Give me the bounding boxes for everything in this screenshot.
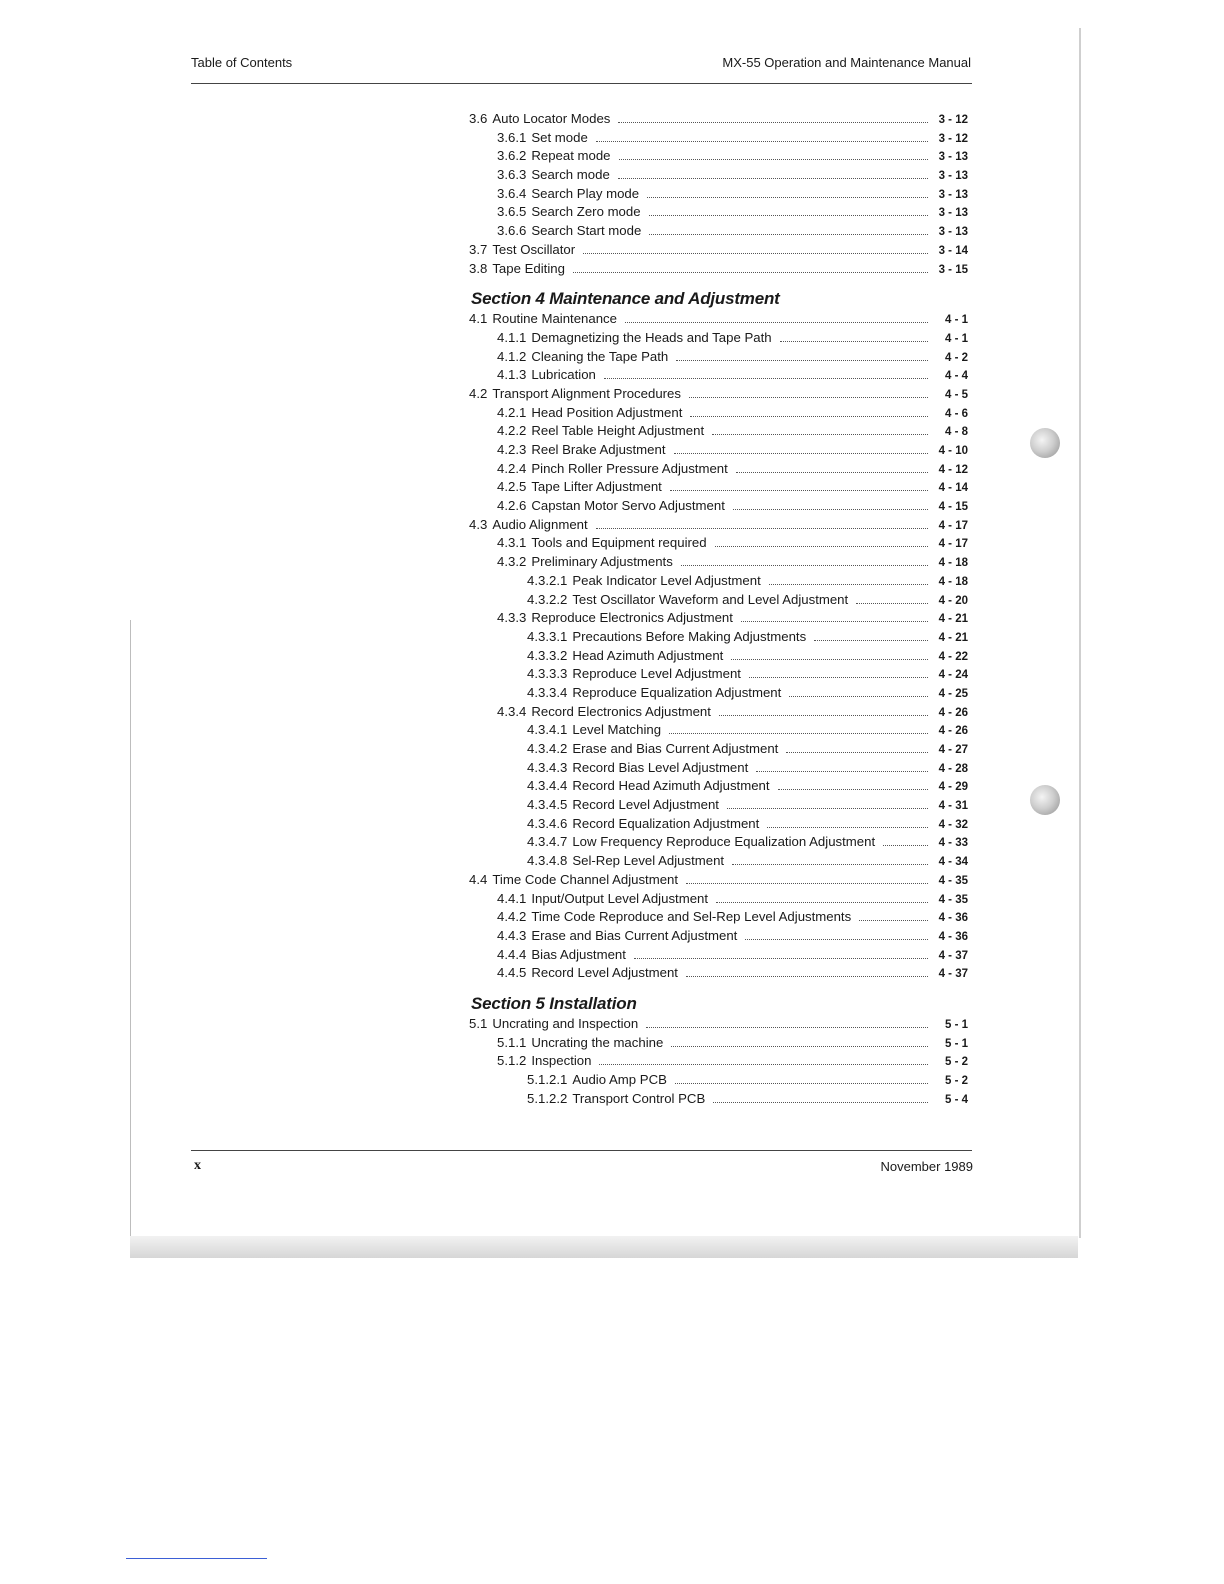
- dot-leader: [583, 252, 928, 254]
- toc-entry-number: 3.6.3: [497, 167, 527, 183]
- toc-entry: [469, 648, 968, 667]
- dot-leader: [883, 844, 928, 846]
- dot-leader: [686, 882, 928, 884]
- toc-entry-title: Search Play mode: [531, 185, 640, 201]
- toc-entry-page: 4 - 35: [938, 874, 968, 887]
- toc-entry: [469, 704, 968, 723]
- toc-entry: [469, 685, 968, 704]
- header-left: Table of Contents: [191, 55, 293, 70]
- dot-leader: [712, 433, 928, 435]
- toc-entry-page: 3 - 12: [938, 132, 968, 145]
- toc-entry-number: 4.3.3.1: [527, 628, 568, 644]
- toc-entry-title: Reel Brake Adjustment: [531, 442, 666, 457]
- toc-entry-number: 4.4.4: [497, 946, 527, 962]
- toc-entry: [469, 479, 968, 498]
- toc-entry-number: 5.1.2: [497, 1053, 527, 1069]
- dot-leader: [731, 658, 928, 660]
- toc-entry: [469, 204, 968, 223]
- toc-entry-page: 4 - 8: [944, 426, 968, 439]
- toc-entry: [469, 1072, 968, 1091]
- toc-entry-title: Input/Output Level Adjustment: [531, 890, 709, 906]
- toc-entry: [469, 111, 968, 130]
- toc-entry-title: Precautions Before Making Adjustments: [572, 628, 807, 644]
- toc-entry-number: 3.6: [469, 111, 488, 126]
- toc-entry-title: Bias Adjustment: [531, 946, 626, 962]
- dot-leader: [778, 788, 928, 790]
- toc-entry-page: 4 - 26: [938, 725, 968, 738]
- toc-entry-title: Erase and Bias Current Adjustment: [531, 927, 738, 943]
- toc-entry-title: Inspection: [531, 1053, 592, 1069]
- toc-group-section-3: [469, 111, 968, 279]
- scan-edge: [130, 620, 131, 1240]
- toc-entry-number: 5.1.2.2: [527, 1090, 568, 1106]
- toc-entry-title: Uncrating the machine: [531, 1034, 664, 1050]
- toc-entry-title: Head Azimuth Adjustment: [572, 647, 724, 663]
- header-rule: [191, 83, 972, 84]
- toc-entry: [469, 834, 968, 853]
- dot-leader: [676, 359, 928, 361]
- toc-entry-page: 4 - 27: [938, 744, 968, 756]
- toc-entry-number: 4.2.3: [497, 442, 527, 457]
- dot-leader: [745, 938, 928, 940]
- toc-entry: [469, 242, 968, 261]
- toc-entry-number: 4.3.2: [497, 554, 527, 570]
- page-number: x: [194, 1158, 201, 1173]
- toc-entry-page: 4 - 33: [938, 837, 968, 850]
- toc-entry: [469, 167, 968, 186]
- toc-entry-page: 4 - 4: [944, 370, 968, 383]
- toc-entry-number: 3.6.4: [497, 185, 527, 201]
- dot-leader: [732, 863, 928, 865]
- toc-entry: [469, 947, 968, 966]
- dot-leader: [780, 340, 928, 342]
- toc-entry: [469, 423, 968, 442]
- toc-entry: [469, 909, 968, 928]
- dot-leader: [670, 489, 928, 491]
- toc-entry-number: 3.6.5: [497, 204, 527, 220]
- toc-entry-number: 4.3.4.2: [527, 741, 568, 756]
- toc-entry-title: Low Frequency Reproduce Equalization Adjustment: [572, 834, 876, 850]
- toc-entry-number: 5.1.2.1: [527, 1072, 568, 1087]
- toc-entry-title: Uncrating and Inspection: [492, 1015, 639, 1031]
- toc-entry-page: 4 - 21: [938, 613, 968, 626]
- toc-entry-number: 4.3: [469, 516, 488, 532]
- toc-entry-number: 4.3.4.3: [527, 759, 568, 775]
- punch-hole: [1030, 785, 1060, 815]
- dot-leader: [674, 452, 929, 454]
- toc-entry-number: 4.2.2: [497, 423, 527, 439]
- toc-entry-title: Record Level Adjustment: [572, 797, 719, 813]
- toc-entry-page: 4 - 6: [944, 407, 968, 420]
- dot-leader: [741, 620, 928, 622]
- toc-entry-title: Reel Table Height Adjustment: [531, 423, 705, 439]
- toc-entry: [469, 928, 968, 947]
- toc-entry-number: 4.2.6: [497, 498, 527, 514]
- dot-leader: [789, 695, 928, 697]
- toc-entry: [469, 797, 968, 816]
- toc-entry-title: Routine Maintenance: [492, 311, 617, 327]
- toc-entry: [469, 498, 968, 517]
- toc-entry-page: 4 - 18: [938, 575, 968, 588]
- toc-entry-page: 3 - 13: [938, 170, 968, 183]
- toc-entry: [469, 666, 968, 685]
- toc-entry-page: 4 - 1: [944, 332, 968, 345]
- dot-leader: [671, 1045, 928, 1047]
- toc-entry-page: 4 - 14: [938, 482, 968, 495]
- toc-entry-number: 5.1.1: [497, 1034, 527, 1050]
- toc-entry-page: 3 - 13: [938, 226, 968, 239]
- link-underline: [126, 1558, 267, 1559]
- toc-entry-page: 4 - 26: [938, 706, 968, 719]
- toc-entry-page: 4 - 29: [938, 781, 968, 794]
- toc-entry-page: 4 - 35: [938, 893, 968, 906]
- dot-leader: [756, 770, 928, 772]
- toc-entry: [469, 592, 968, 611]
- toc-entry-page: 3 - 13: [938, 151, 968, 164]
- dot-leader: [814, 639, 928, 641]
- toc-entry-page: 3 - 15: [938, 263, 968, 276]
- toc-entry-page: 3 - 13: [938, 207, 968, 220]
- toc-entry-page: 4 - 10: [938, 445, 968, 457]
- toc-entry-title: Audio Alignment: [492, 516, 588, 532]
- toc-entry-page: 4 - 24: [938, 669, 968, 682]
- toc-entry-title: Erase and Bias Current Adjustment: [572, 741, 779, 756]
- toc-entry-number: 5.1: [469, 1015, 488, 1031]
- toc-entry-title: Tape Lifter Adjustment: [531, 479, 662, 495]
- toc-entry: [469, 816, 968, 835]
- dot-leader: [749, 676, 928, 678]
- toc-entry-number: 4.3.1: [497, 535, 527, 551]
- toc-entry-page: 3 - 14: [938, 244, 968, 257]
- toc-entry-title: Record Equalization Adjustment: [572, 815, 760, 831]
- toc-entry-title: Search Start mode: [531, 223, 642, 239]
- toc-entry-number: 4.3.4.5: [527, 797, 568, 813]
- toc-entry-title: Demagnetizing the Heads and Tape Path: [531, 329, 772, 345]
- toc-entry-page: 4 - 32: [938, 818, 968, 831]
- section-4-title: Section 4 Maintenance and Adjustment: [471, 289, 780, 309]
- toc-entry-page: 4 - 28: [938, 762, 968, 775]
- toc-entry-page: 4 - 20: [938, 594, 968, 607]
- toc-entry-number: 4.1.2: [497, 348, 527, 364]
- toc-entry-title: Test Oscillator Waveform and Level Adjustment: [572, 591, 849, 607]
- toc-entry: [469, 1091, 968, 1110]
- toc-entry: [469, 1016, 968, 1035]
- toc-entry-number: 4.3.4.8: [527, 853, 568, 869]
- toc-entry-title: Preliminary Adjustments: [531, 554, 673, 570]
- dot-leader: [856, 602, 928, 604]
- toc-entry-page: 5 - 1: [944, 1037, 968, 1050]
- toc-entry-page: 4 - 12: [938, 463, 968, 476]
- toc-entry-number: 4.3.3.2: [527, 647, 568, 663]
- toc-entry: [469, 349, 968, 368]
- table-of-contents: [469, 111, 968, 1109]
- toc-entry-number: 3.6.2: [497, 148, 527, 164]
- toc-entry-number: 4.3.3: [497, 610, 527, 626]
- toc-entry-title: Cleaning the Tape Path: [531, 348, 669, 364]
- toc-entry-page: 4 - 17: [938, 538, 968, 551]
- toc-entry-title: Transport Control PCB: [572, 1090, 706, 1106]
- toc-entry-title: Time Code Channel Adjustment: [492, 871, 679, 887]
- dot-leader: [619, 158, 928, 160]
- dot-leader: [859, 919, 928, 921]
- toc-entry-page: 4 - 37: [938, 949, 968, 962]
- dot-leader: [646, 1026, 928, 1028]
- dot-leader: [634, 957, 928, 959]
- toc-entry-page: 5 - 2: [944, 1075, 968, 1087]
- dot-leader: [689, 396, 928, 398]
- toc-entry: [469, 261, 968, 280]
- toc-entry-title: Sel-Rep Level Adjustment: [572, 853, 725, 869]
- toc-entry: [469, 461, 968, 480]
- toc-entry: [469, 872, 968, 891]
- toc-entry: [469, 610, 968, 629]
- dot-leader: [599, 1063, 928, 1065]
- toc-entry-page: 4 - 1: [944, 314, 968, 327]
- dot-leader: [669, 732, 928, 734]
- toc-group-section-5: [469, 1016, 968, 1109]
- toc-entry-page: 4 - 36: [938, 912, 968, 925]
- toc-entry: [469, 517, 968, 536]
- toc-entry: [469, 148, 968, 167]
- toc-entry: [469, 330, 968, 349]
- toc-entry-title: Record Bias Level Adjustment: [572, 759, 749, 775]
- toc-entry: [469, 130, 968, 149]
- toc-entry-title: Record Head Azimuth Adjustment: [572, 778, 770, 794]
- toc-entry-title: Test Oscillator: [492, 241, 576, 257]
- toc-entry: [469, 741, 968, 760]
- footer-rule: [191, 1150, 972, 1151]
- toc-entry: [469, 442, 968, 461]
- dot-leader: [716, 901, 928, 903]
- toc-entry-page: 4 - 22: [938, 650, 968, 663]
- toc-entry-number: 4.2: [469, 385, 488, 401]
- toc-entry-page: 4 - 2: [944, 351, 968, 364]
- toc-group-section-4: [469, 311, 968, 984]
- toc-entry-number: 4.2.1: [497, 404, 527, 420]
- scan-shadow: [130, 1236, 1078, 1258]
- toc-entry-number: 3.6.6: [497, 223, 527, 239]
- punch-hole: [1030, 428, 1060, 458]
- toc-entry-title: Peak Indicator Level Adjustment: [572, 572, 761, 588]
- dot-leader: [649, 233, 928, 235]
- toc-entry-title: Level Matching: [572, 722, 662, 738]
- toc-entry-title: Reproduce Equalization Adjustment: [572, 684, 782, 700]
- toc-entry-page: 3 - 13: [938, 188, 968, 201]
- toc-entry-number: 4.3.3.4: [527, 684, 568, 700]
- toc-entry: [469, 722, 968, 741]
- toc-entry: [469, 1053, 968, 1072]
- toc-entry-page: 4 - 21: [938, 631, 968, 644]
- toc-entry-title: Reproduce Level Adjustment: [572, 666, 741, 682]
- toc-entry-number: 4.4.2: [497, 909, 527, 925]
- toc-entry-number: 4.1.1: [497, 329, 527, 345]
- toc-entry-number: 4.1: [469, 311, 488, 327]
- toc-entry-number: 3.8: [469, 260, 488, 276]
- toc-entry-title: Pinch Roller Pressure Adjustment: [531, 460, 728, 476]
- toc-entry-page: 3 - 12: [938, 114, 968, 126]
- toc-entry-number: 4.2.5: [497, 479, 527, 495]
- toc-entry-page: 4 - 36: [938, 930, 968, 943]
- toc-entry-title: Tape Editing: [492, 260, 565, 276]
- toc-entry: [469, 554, 968, 573]
- toc-entry: [469, 386, 968, 405]
- toc-entry-title: Transport Alignment Procedures: [492, 385, 681, 401]
- toc-entry: [469, 965, 968, 984]
- toc-entry-page: 4 - 15: [938, 501, 968, 514]
- toc-entry-title: Repeat mode: [531, 148, 611, 164]
- footer-date: November 1989: [880, 1159, 973, 1174]
- dot-leader: [596, 140, 928, 142]
- toc-entry: [469, 1035, 968, 1054]
- toc-entry-title: Reproduce Electronics Adjustment: [531, 610, 733, 626]
- toc-entry-number: 3.6.1: [497, 129, 527, 145]
- toc-entry-number: 4.3.4.1: [527, 722, 568, 738]
- toc-entry: [469, 760, 968, 779]
- dot-leader: [618, 121, 928, 123]
- toc-entry-title: Capstan Motor Servo Adjustment: [531, 498, 725, 514]
- toc-entry-page: 5 - 1: [944, 1018, 968, 1031]
- toc-entry: [469, 223, 968, 242]
- dot-leader: [647, 196, 928, 198]
- dot-leader: [736, 471, 928, 473]
- toc-entry-number: 4.3.4.4: [527, 778, 568, 794]
- toc-entry-number: 4.3.4: [497, 703, 527, 719]
- toc-entry-page: 4 - 34: [938, 856, 968, 869]
- toc-entry-title: Tools and Equipment required: [531, 535, 707, 551]
- toc-entry-page: 4 - 37: [938, 968, 968, 981]
- dot-leader: [604, 377, 928, 379]
- dot-leader: [618, 177, 928, 179]
- toc-entry: [469, 405, 968, 424]
- toc-entry-page: 4 - 25: [938, 687, 968, 700]
- toc-entry: [469, 573, 968, 592]
- toc-entry-number: 3.7: [469, 241, 488, 257]
- toc-entry-number: 4.3.3.3: [527, 666, 568, 682]
- toc-entry: [469, 311, 968, 330]
- dot-leader: [733, 508, 928, 510]
- toc-entry-title: Record Electronics Adjustment: [531, 703, 711, 719]
- toc-entry-number: 4.1.3: [497, 367, 527, 383]
- toc-entry-title: Time Code Reproduce and Sel-Rep Level Adjustments: [531, 909, 852, 925]
- toc-entry-page: 4 - 31: [938, 800, 968, 813]
- dot-leader: [727, 807, 928, 809]
- toc-entry-page: 5 - 4: [944, 1093, 968, 1106]
- toc-entry-page: 4 - 17: [938, 519, 968, 532]
- toc-entry-number: 4.4.3: [497, 927, 527, 943]
- header-right: MX-55 Operation and Maintenance Manual: [722, 55, 971, 70]
- toc-entry-title: Record Level Adjustment: [531, 965, 678, 981]
- toc-entry-number: 4.4: [469, 871, 488, 887]
- dot-leader: [719, 714, 928, 716]
- section-5-title: Section 5 Installation: [471, 993, 637, 1013]
- toc-entry-number: 4.4.1: [497, 890, 527, 906]
- dot-leader: [649, 214, 928, 216]
- dot-leader: [713, 1101, 928, 1103]
- dot-leader: [767, 826, 928, 828]
- dot-leader: [769, 583, 928, 585]
- dot-leader: [596, 527, 928, 529]
- toc-entry-title: Search Zero mode: [531, 204, 641, 220]
- toc-entry-page: 5 - 2: [944, 1056, 968, 1069]
- toc-entry-title: Set mode: [531, 129, 588, 145]
- toc-entry-page: 4 - 18: [938, 557, 968, 570]
- toc-entry-number: 4.3.4.7: [527, 834, 568, 850]
- dot-leader: [690, 415, 928, 417]
- toc-entry: [469, 891, 968, 910]
- toc-entry-title: Lubrication: [531, 367, 596, 383]
- toc-entry-number: 4.3.2.2: [527, 591, 568, 607]
- dot-leader: [715, 545, 928, 547]
- toc-entry: [469, 367, 968, 386]
- toc-entry-number: 4.4.5: [497, 965, 527, 981]
- toc-entry-number: 4.3.4.6: [527, 815, 568, 831]
- toc-entry-page: 4 - 5: [944, 388, 968, 401]
- toc-entry: [469, 629, 968, 648]
- dot-leader: [681, 564, 928, 566]
- dot-leader: [686, 975, 928, 977]
- toc-entry-number: 4.3.2.1: [527, 572, 568, 588]
- toc-entry-title: Search mode: [531, 167, 610, 183]
- toc-entry-title: Head Position Adjustment: [531, 404, 683, 420]
- dot-leader: [625, 321, 928, 323]
- toc-entry: [469, 853, 968, 872]
- toc-entry: [469, 778, 968, 797]
- dot-leader: [675, 1082, 928, 1084]
- toc-entry-title: Audio Amp PCB: [572, 1072, 667, 1087]
- scan-edge: [1079, 28, 1081, 1238]
- toc-entry: [469, 186, 968, 205]
- toc-entry-title: Auto Locator Modes: [492, 111, 611, 126]
- toc-entry: [469, 535, 968, 554]
- dot-leader: [573, 271, 928, 273]
- toc-entry-number: 4.2.4: [497, 460, 527, 476]
- dot-leader: [786, 751, 928, 753]
